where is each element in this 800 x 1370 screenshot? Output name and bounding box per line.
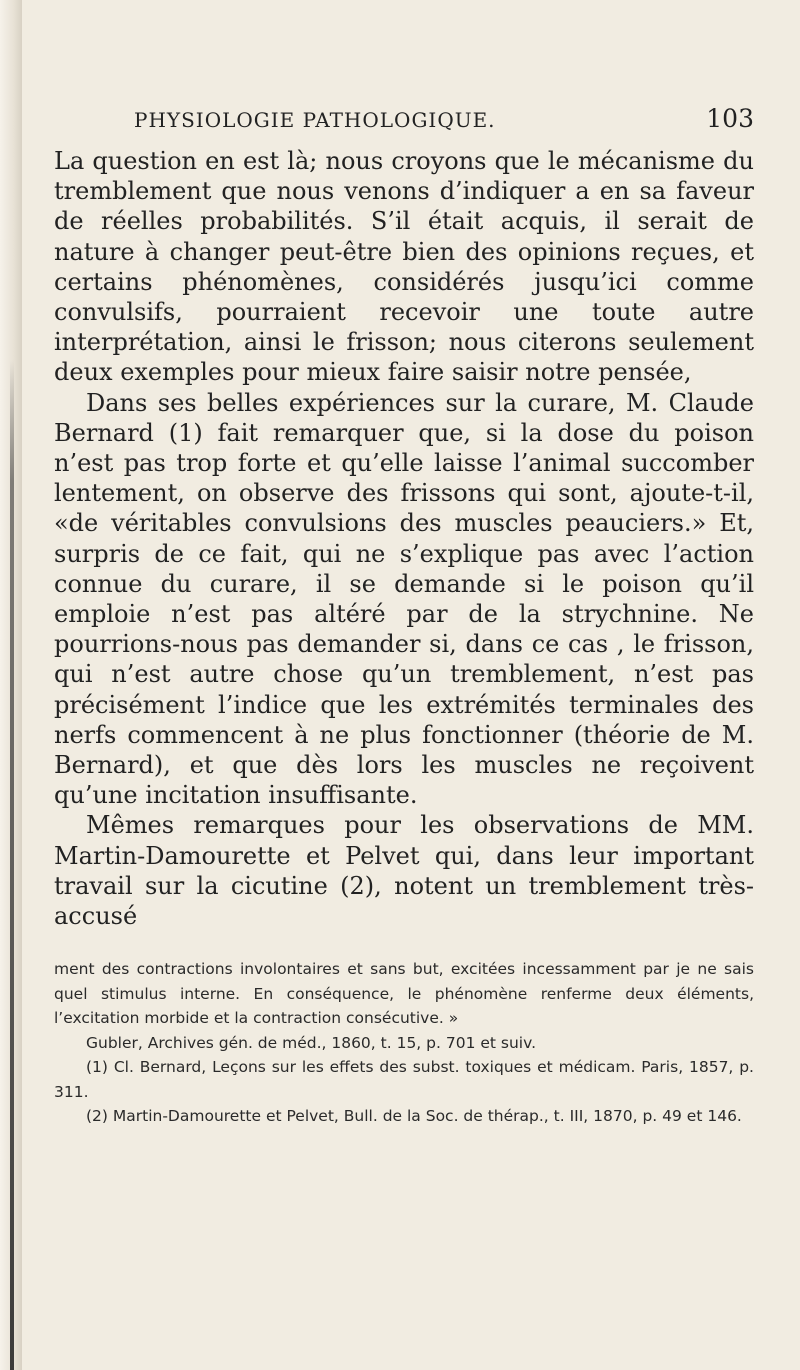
page-header xyxy=(54,104,754,146)
paragraph: Dans ses belles expériences sur la curare, M. Claude Bernard (1) fait remarquer que, si la dose du poison n’est pas trop forte et qu’elle laisse l’animal succomber lentement, on observe des frissons qui sont, ajoute-t-il, «de véritables convulsions des muscles peauciers.» Et, surpris de ce fait, qui ne s’explique pas avec l’action connue du curare, il se demande si le poison qu’il emploie n’est pas altéré par de la strychnine. Ne pourrions-nous pas demander si, dans ce cas , le frisson, qui n’est autre chose qu’un tremblement, n’est pas précisément l’indice que les extrémités terminales des nerfs commencent à ne plus fonctionner (théorie de M. Bernard), et que dès lors les muscles ne reçoivent qu’une incitation insuffisante. xyxy=(54,388,754,810)
footnotes xyxy=(54,957,754,1129)
footnote-source: Gubler, Archives gén. de méd., 1860, t. 15, p. 701 et suiv. xyxy=(86,1033,537,1052)
footnote-2: (2) Martin-Damourette et Pelvet, Bull. de la Soc. de thérap., t. III, 1870, p. 49 et 146. xyxy=(86,1107,742,1126)
paragraph: La question en est là; nous croyons que le mécanisme du tremblement que nous venons d’indiquer a en sa faveur de réelles probabilités. S’il était acquis, il serait de nature à changer peut-être bien des opinions reçues, et certains phénomènes, considérés jusqu’ici comme convulsifs, pourraient recevoir une toute autre interprétation, ainsi le frisson; nous citerons seulement deux exemples pour mieux faire saisir notre pensée, xyxy=(54,147,754,387)
footnote-1: (1) Cl. Bernard, Leçons sur les effets des subst. toxiques et médicam. Paris, 1857, p. 311. xyxy=(54,1058,754,1101)
page-number: 103 xyxy=(706,104,754,133)
paragraph: Mêmes remarques pour les observations de MM. Martin-Damourette et Pelvet qui, dans leur important travail sur la cicutine (2), notent un tremblement très-accusé xyxy=(54,811,754,931)
book-page xyxy=(54,104,754,1129)
footnote-continuation: ment des contractions involontaires et sans but, excitées incessamment par je ne sais quel stimulus interne. En conséquence, le phénomène renferme deux éléments, l’excitation morbide et la contraction consécutive. » xyxy=(54,960,754,1028)
running-title: PHYSIOLOGIE PATHOLOGIQUE. xyxy=(134,108,496,132)
binding-shadow xyxy=(10,360,14,1370)
main-text xyxy=(54,146,754,931)
